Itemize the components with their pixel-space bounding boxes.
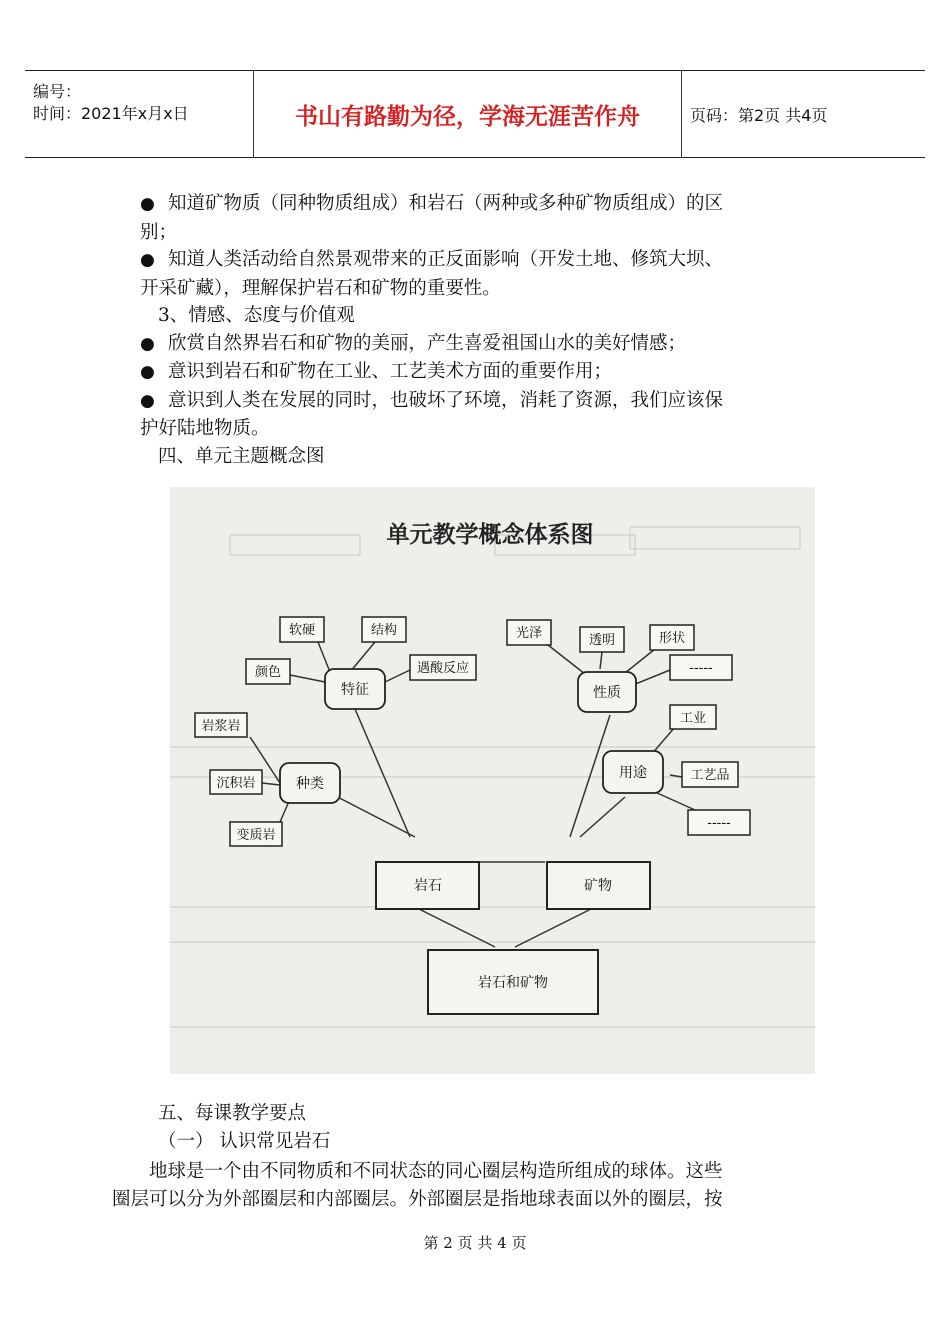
section-heading: 3、情感、态度与价值观 [158, 305, 355, 326]
node-property-blank: ----- [689, 661, 713, 676]
text-line: 开采矿藏），理解保护岩石和矿物的重要性。 [140, 277, 501, 299]
node-feature: 特征 [341, 682, 369, 698]
text-line: 护好陆地物质。 [140, 418, 270, 439]
text-line: ● 知道人类活动给自然景观带来的正反面影响（开发土地、修筑大坝、 [140, 246, 840, 275]
node-craft: 工艺品 [690, 768, 730, 783]
node-use: 用途 [619, 765, 647, 781]
time-label: 时间：2021年x月x日 [33, 104, 189, 123]
node-color: 颜色 [254, 665, 282, 680]
page-footer: 第 2 页 共 4 页 [423, 1234, 527, 1252]
content-bottom [140, 1100, 840, 1155]
node-igneous: 岩浆岩 [201, 719, 241, 734]
text-line: ● 欣赏自然界岩石和矿物的美丽，产生喜爱祖国山水的美好情感； [140, 330, 840, 359]
node-property: 性质 [593, 685, 621, 701]
concept-diagram-svg [170, 487, 815, 1074]
text-line: 别； [140, 221, 178, 243]
page-header [25, 70, 925, 158]
text-line: 圈层可以分为外部圈层和内部圈层。外部圈层是指地球表面以外的圈层，按 [112, 1188, 723, 1210]
node-structure: 结构 [370, 623, 398, 638]
node-use-blank: ----- [707, 816, 731, 831]
concept-diagram [170, 487, 815, 1074]
text-line: ● 意识到人类在发展的同时，也破坏了环境，消耗了资源，我们应该保 [140, 387, 840, 416]
text-line: ● 意识到岩石和矿物在工业、工艺美术方面的重要作用； [140, 358, 840, 387]
content-paragraph [112, 1158, 842, 1213]
node-transparent: 透明 [588, 633, 616, 648]
node-metamorphic: 变质岩 [236, 828, 276, 843]
node-rock: 岩石 [414, 878, 442, 894]
section-heading: 五、每课教学要点 [158, 1103, 307, 1124]
number-label: 编号： [33, 82, 82, 101]
header-page-info: 页码：第2页 共4页 [690, 105, 828, 125]
text-line: 地球是一个由不同物质和不同状态的同心圈层构造所组成的球体。这些 [149, 1161, 723, 1182]
header-motto: 书山有路勤为径，学海无涯苦作舟 [253, 71, 682, 157]
node-industry: 工业 [679, 711, 707, 726]
node-root: 岩石和矿物 [478, 975, 548, 991]
section-heading: 四、单元主题概念图 [158, 445, 325, 467]
text-line: ● 知道矿物质（同种物质组成）和岩石（两种或多种矿物质组成）的区 [140, 190, 840, 219]
node-luster: 光泽 [515, 626, 543, 641]
section-subheading: （一） 认识常见岩石 [158, 1130, 331, 1152]
node-hardness: 软硬 [288, 623, 316, 638]
node-shape: 形状 [658, 631, 686, 646]
node-kind: 种类 [296, 776, 324, 792]
content-top [140, 190, 840, 470]
header-meta [25, 71, 253, 157]
node-acid: 遇酸反应 [416, 661, 470, 676]
diagram-title: 单元教学概念体系图 [386, 522, 594, 548]
node-mineral: 矿物 [584, 878, 612, 894]
node-sedimentary: 沉积岩 [216, 776, 256, 791]
